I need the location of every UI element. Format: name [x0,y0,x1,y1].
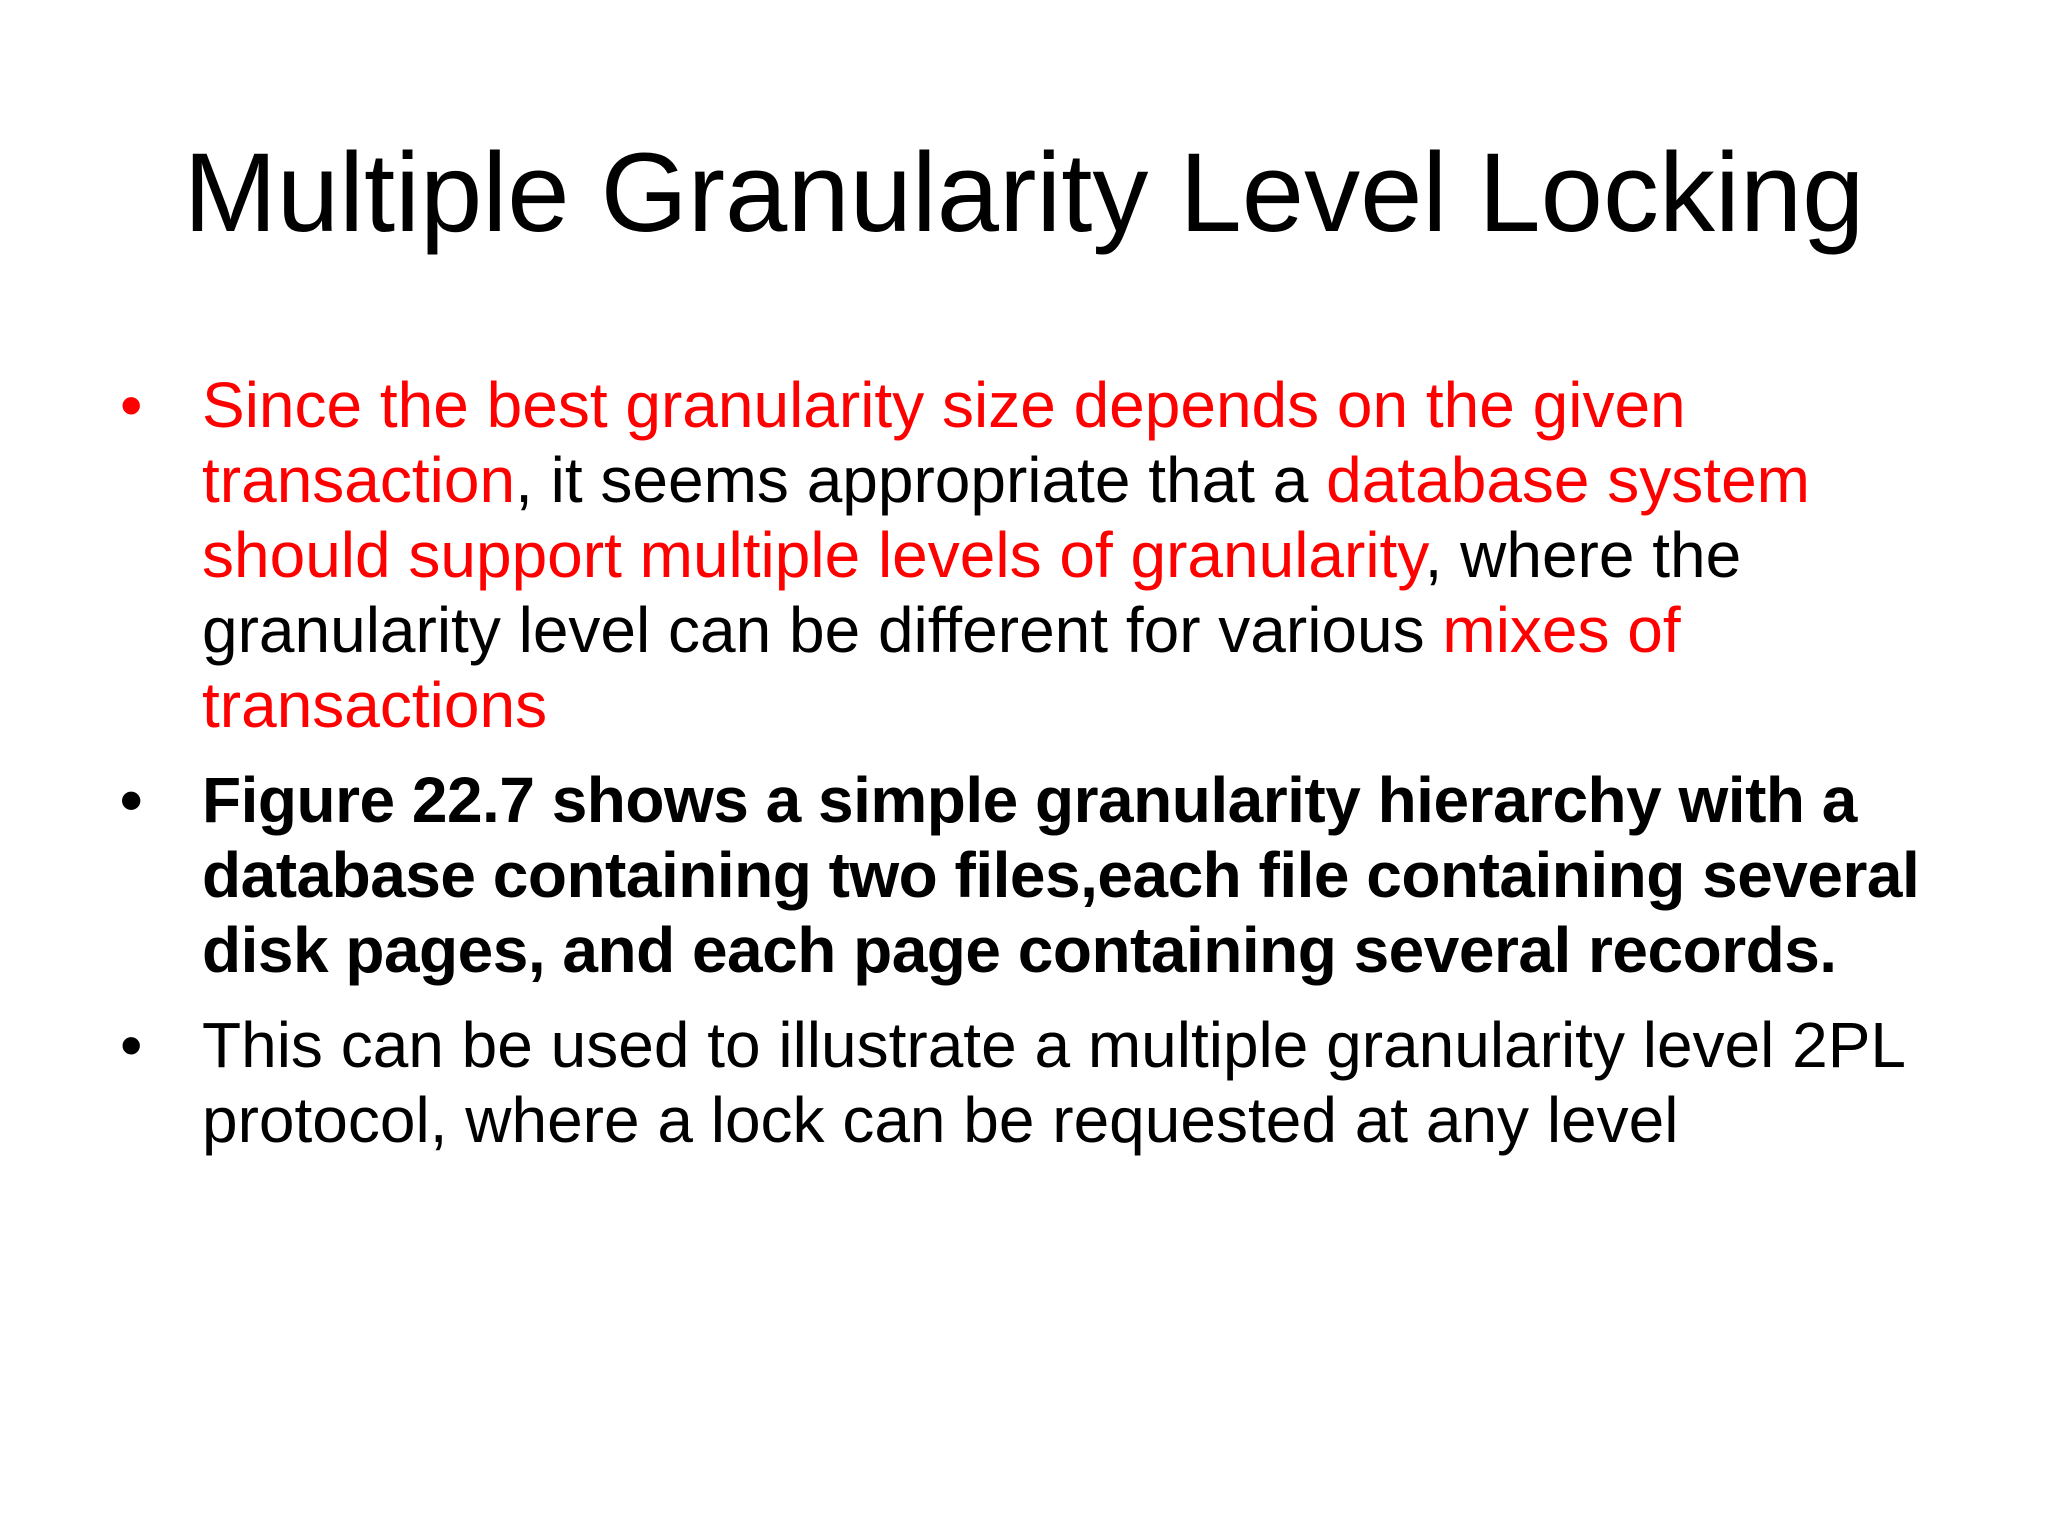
bullet-item-granularity-size [120,368,1980,743]
bullet-text-segment: , where the granularity level can be different for various [202,519,1742,666]
bullet-text: This can be used to illustrate a multiple granularity level 2PL protocol, where a lock can be requested at any level [202,1009,1904,1156]
bullet-text-segment: Since the best granularity size depends on the given transaction [202,369,1686,516]
bullet-text-segment: database system should support multiple levels of granularity [202,444,1810,591]
bullet-item-2pl-protocol [120,1008,1980,1158]
bullet-list [120,368,1980,1178]
bullet-marker: • [120,764,142,836]
bullet-item-figure-reference [120,763,1980,988]
bullet-marker: • [120,369,143,441]
slide-title: Multiple Granularity Level Locking [183,130,1865,255]
bullet-text-segment: , it seems appropriate that a [515,444,1327,516]
bullet-text-segment: mixes of transactions [202,594,1681,741]
bullet-marker: • [120,1009,143,1081]
bullet-text: Figure 22.7 shows a simple granularity hierarchy with a database containing two files,each file containing several disk pages, and each page containing several records. [202,764,1920,986]
